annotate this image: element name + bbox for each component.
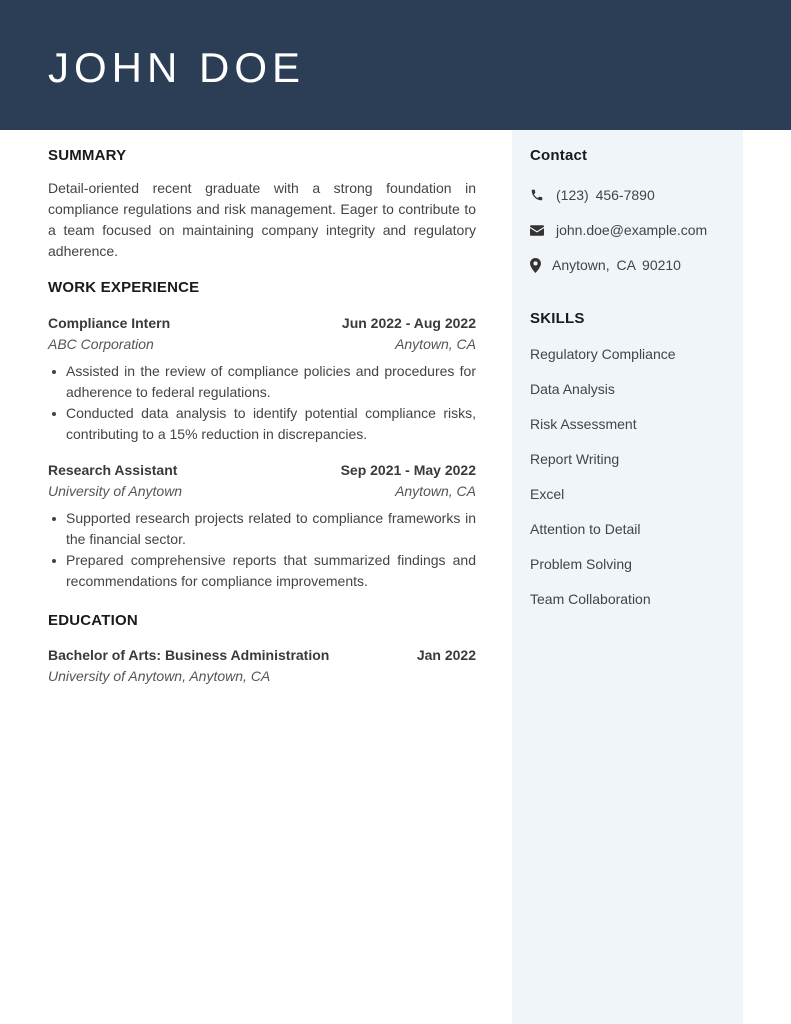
- job-bullet: Conducted data analysis to identify potential compliance risks, contributing to a 15% reduction in discrepancies.: [48, 403, 476, 445]
- resume-sidebar: [512, 130, 743, 1024]
- job-company: University of Anytown: [48, 483, 183, 499]
- job-subheader-row: [48, 334, 476, 355]
- job-bullet: Prepared comprehensive reports that summarized findings and recommendations for compliance improvements.: [48, 550, 476, 592]
- contact-title: Contact: [530, 147, 588, 164]
- skill-item: Attention to Detail: [530, 521, 641, 537]
- skill-item: Excel: [530, 486, 565, 502]
- education-entry: [48, 645, 476, 687]
- job-header-row: [48, 313, 476, 334]
- job-role: Compliance Intern: [48, 315, 171, 331]
- education-header-row: [48, 645, 476, 666]
- summary-text: Detail-oriented recent graduate with a strong foundation in compliance regulations and risk management. Eager to contribute to a team focused on maintaining company integrity and regulatory adherence.: [48, 180, 476, 259]
- education-date: Jan 2022: [416, 647, 476, 663]
- skill-item: Regulatory Compliance: [530, 346, 676, 362]
- degree: Bachelor of Arts: Business Administration: [48, 647, 330, 663]
- phone-icon: [530, 188, 556, 202]
- skill-item: Team Collaboration: [530, 591, 651, 607]
- address-text: Anytown, CA 90210: [552, 257, 681, 273]
- skill-item: Report Writing: [530, 451, 620, 467]
- education-subheader-row: [48, 666, 476, 687]
- job-bullets: [48, 361, 476, 445]
- map-pin-icon: [530, 258, 552, 273]
- job-entry: [48, 460, 476, 592]
- candidate-name: JOHN DOE: [48, 44, 306, 91]
- work-experience-title: WORK EXPERIENCE: [48, 279, 200, 296]
- job-entry: [48, 313, 476, 445]
- job-header-row: [48, 460, 476, 481]
- job-role: Research Assistant: [48, 462, 178, 478]
- contact-address: [530, 255, 681, 275]
- resume-header: [0, 0, 791, 130]
- job-subheader-row: [48, 481, 476, 502]
- job-company: ABC Corporation: [48, 336, 154, 352]
- envelope-icon: [530, 225, 556, 236]
- job-location: Anytown, CA: [395, 336, 476, 352]
- email-text: john.doe@example.com: [556, 222, 708, 238]
- phone-text: (123) 456-7890: [556, 187, 655, 203]
- skill-item: Problem Solving: [530, 556, 632, 572]
- contact-email: [530, 220, 707, 240]
- job-location: Anytown, CA: [395, 483, 476, 499]
- contact-phone: [530, 185, 655, 205]
- school: University of Anytown, Anytown, CA: [48, 668, 271, 684]
- job-bullet: Assisted in the review of compliance policies and procedures for adherence to federal regulations.: [48, 361, 476, 403]
- education-title: EDUCATION: [48, 612, 138, 629]
- skills-list: [530, 344, 676, 624]
- summary-title: SUMMARY: [48, 147, 127, 164]
- skill-item: Risk Assessment: [530, 416, 637, 432]
- job-bullets: [48, 508, 476, 592]
- skill-item: Data Analysis: [530, 381, 615, 397]
- skills-title: SKILLS: [530, 310, 585, 327]
- job-dates: Sep 2021 - May 2022: [340, 462, 476, 478]
- job-dates: Jun 2022 - Aug 2022: [341, 315, 476, 331]
- job-bullet: Supported research projects related to compliance frameworks in the financial sector.: [48, 508, 476, 550]
